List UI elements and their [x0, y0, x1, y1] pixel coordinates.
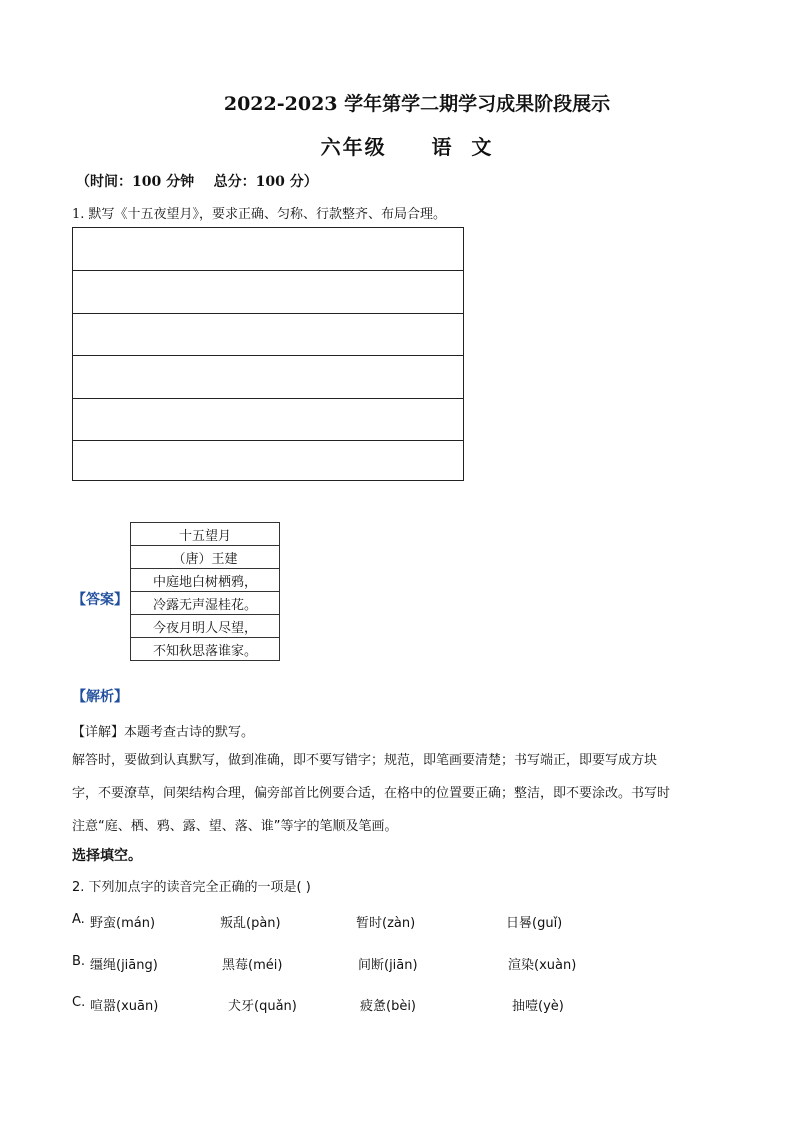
grid-row-divider [73, 440, 463, 441]
option-b[interactable] [72, 954, 672, 974]
option-c[interactable] [72, 995, 672, 1015]
poem-author: （唐）王建 [131, 546, 280, 569]
grid-row-divider [73, 355, 463, 356]
exam-subtitle: 六年级 语 文 [320, 135, 494, 159]
poem-line: 中庭地白树栖鸦， [131, 569, 280, 592]
option-word: 野蛮(mán) [90, 916, 156, 931]
option-word: 犬牙(quǎn) [228, 999, 297, 1014]
grid-row-divider [73, 398, 463, 399]
poem-answer-table [130, 522, 280, 661]
option-a[interactable] [72, 912, 672, 932]
analysis-paragraph-line: 字，不要潦草，间架结构合理，偏旁部首比例要合适，在格中的位置要正确；整洁，即不要涂改。书写时 [72, 786, 671, 801]
writing-grid[interactable] [72, 227, 464, 481]
poem-line: 今夜月明人尽望， [131, 615, 280, 638]
grid-row-divider [73, 270, 463, 271]
analysis-label: 【解析】 [72, 689, 128, 705]
analysis-paragraph-line: 注意“庭、栖、鸦、露、望、落、谁”等字的笔顺及笔画。 [72, 819, 398, 834]
option-word: 叛乱(pàn) [220, 916, 281, 931]
question-1-prompt: 1. 默写《十五夜望月》，要求正确、匀称、行款整齐、布局合理。 [72, 207, 447, 222]
option-word: 喧嚣(xuān) [90, 999, 159, 1014]
option-label: C. [72, 995, 86, 1010]
option-label: B. [72, 954, 86, 969]
option-word: 暂时(zàn) [356, 916, 416, 931]
poem-line: 不知秋思落谁家。 [131, 638, 280, 661]
exam-title: 2022-2023 学年第学二期学习成果阶段展示 [223, 93, 611, 115]
poem-title: 十五望月 [131, 523, 280, 546]
analysis-paragraph-line: 解答时，要做到认真默写，做到准确，即不要写错字；规范，即笔画要清楚；书写端正，即要写成方块 [72, 753, 658, 768]
option-word: 黑莓(méi) [222, 958, 283, 973]
option-word: 日晷(guǐ) [506, 916, 563, 931]
answer-label: 【答案】 [72, 592, 128, 608]
analysis-detail: 【详解】本题考查古诗的默写。 [72, 725, 255, 740]
section-title: 选择填空。 [72, 848, 142, 864]
grid-row-divider [73, 313, 463, 314]
option-word: 缰绳(jiāng) [90, 958, 158, 973]
option-label: A. [72, 912, 85, 927]
option-word: 间断(jiān) [358, 958, 418, 973]
poem-line: 冷露无声湿桂花。 [131, 592, 280, 615]
option-word: 抽噎(yè) [512, 999, 564, 1014]
option-word: 疲惫(bèi) [360, 999, 417, 1014]
exam-time-score: （时间：100 分钟 总分：100 分） [76, 174, 318, 190]
option-word: 渲染(xuàn) [508, 958, 577, 973]
question-2-prompt: 2. 下列加点字的读音完全正确的一项是( ) [72, 880, 311, 895]
